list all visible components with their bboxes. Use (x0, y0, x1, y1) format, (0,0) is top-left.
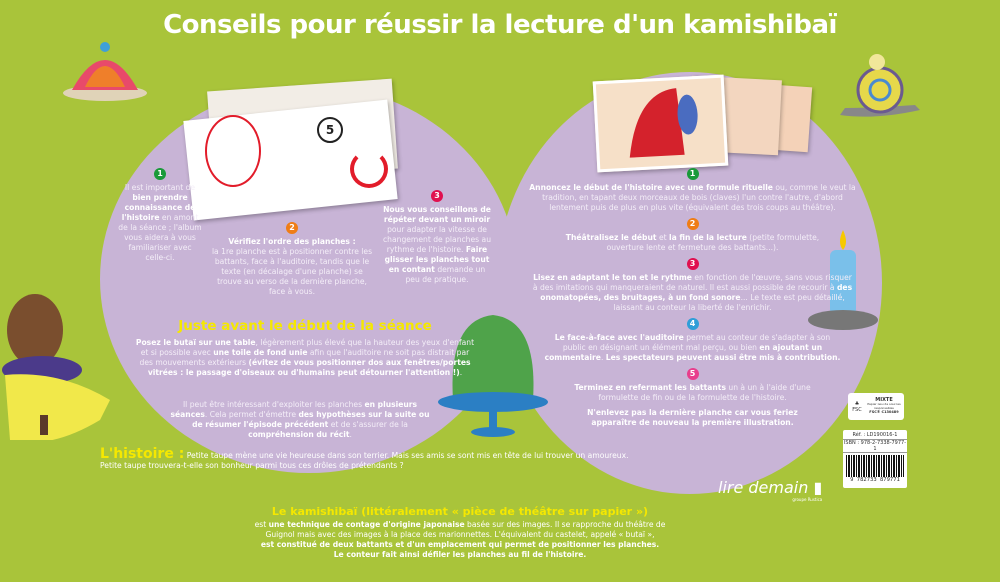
step-number: 3 (431, 190, 443, 202)
page-title: Conseils pour réussir la lecture d'un kamishibaï (163, 10, 837, 40)
fsc-label: ♣ FSC MIXTE Papier issu de sources responsables FSC® C130489 (848, 393, 904, 420)
barcode-icon (846, 455, 904, 477)
story-scene-icon (596, 78, 719, 163)
cake-illustration (60, 35, 150, 105)
kamishibai-text: est une technique de contage d'origine japonaise basée sur des images. Il se rapproche du théâtre de Guignol mais avec des images à la place des marionnettes. L'équivalent du castelet, appelé « butaï », est constitué de deux battants et d'un emplacement qui permet de positionner les planches. Le conteur fait ainsi défiler les planches au fil de l'histoire. (254, 520, 666, 559)
right-note: N'enlevez pas la dernière planche car vous feriez apparaître de nouveau la première illustration. (587, 408, 798, 427)
step-number: 2 (687, 218, 699, 230)
left-heading: Juste avant le début de la séance (178, 318, 432, 334)
left-step-3: 3 Nous vous conseillons de répéter devant un miroir pour adapter la vitesse de changement de planches au rythme de l'histoire. Faire glisser les planches tout en contant demande un peu de pratique. (382, 191, 492, 284)
highlight-circle (205, 115, 261, 187)
right-steps (520, 168, 865, 428)
step-number: 1 (154, 168, 166, 180)
right-step-1: 1 Annoncez le début de l'histoire avec une formule rituelle ou, comme le veut la tradition, en tapant deux morceaux de bois (claves) l'un contre l'autre, d'abord lentement puis de plus en plus vite (équivalent des trois coups au théâtre). (529, 169, 856, 212)
fsc-tree-icon: ♣ FSC (852, 400, 862, 413)
step-number: 5 (687, 368, 699, 380)
left-paragraph-1: Posez le butaï sur une table, légèrement plus élevé que la hauteur des yeux d'enfant et si possible avec une toile de fond unie afin que l'auditoire ne soit pas distrait par des mouvements extérieurs (évitez de vous positionner dos aux fenêtres/portes vitrées : le passage d'oiseaux ou d'humains peut détourner l'attention !). (135, 338, 475, 377)
left-paragraph-2: Il peut être intéressant d'exploiter les planches en plusieurs séances. Cela permet d'émettre des hypothèses sur la suite ou de résumer l'épisode précédent et de s'assurer de la compréhension du récit. (170, 400, 430, 439)
publisher-logo: lire demain ▮ groupe Rustica (718, 478, 823, 502)
left-step-1: 1 Il est important de bien prendre connaissance de l'histoire en amont de la séance ; l'album vous aidera à vous familiariser avec celle-ci. (118, 169, 202, 262)
step-number: 3 (687, 258, 699, 270)
barcode-label: Réf. : LD190016-1 ISBN : 978-2-7338-7977-1 9 782733 879771 (843, 430, 907, 488)
kamishibai-heading: Le kamishibaï (littéralement « pièce de théâtre sur papier ») (271, 505, 649, 518)
left-step-2: 2 Vérifiez l'ordre des planches : la 1re planche est à positionner contre les battants, face à l'auditoire, tandis que le texte (en décalage d'une planche) se trouve au verso de la dernière planche, face à vous. (211, 223, 373, 296)
right-step-3: 3 Lisez en adaptant le ton et le rythme en fonction de l'œuvre, sans vous risquer à des imitations qui manqueraient de naturel. Il est aussi possible de recourir à des onomatopées, des bruitages, à un fond sonore... Le texte est peu détaillé, laissant au conteur la liberté de l'enrichir. (532, 259, 853, 312)
story-plate-front (593, 75, 729, 173)
plate-number-badge: 5 (317, 117, 343, 143)
right-step-4: 4 Le face-à-face avec l'auditoire permet au conteur de s'adapter à son public en désignant un élément mal perçu, ou bien en ajoutant un commentaire. Les spectateurs peuvent aussi être mis à contribution. (544, 319, 841, 362)
story-section: L'histoire : Petite taupe mène une vie heureuse dans son terrier. Mais ses amis se sont mis en tête de lui trouver un amoureux. Petite taupe trouvera-t-elle son bonheur parmi tous ces drôles de prétendants ? (100, 446, 629, 470)
step-number: 4 (687, 318, 699, 330)
step-number: 1 (687, 168, 699, 180)
rotate-arrow-icon (350, 150, 388, 188)
right-step-5: 5 Terminez en refermant les battants un à un à l'aide d'une formulette de fin ou de la formulette de l'histoire. (574, 369, 811, 402)
story-label: L'histoire : (100, 446, 185, 462)
right-step-2: 2 Théâtralisez le début et la fin de la lecture (petite formulette, ouverture lente et fermeture des battants...). (565, 219, 820, 252)
book-icon: ▮ (808, 478, 823, 497)
step-number: 2 (286, 222, 298, 234)
snail-illustration (835, 50, 925, 125)
